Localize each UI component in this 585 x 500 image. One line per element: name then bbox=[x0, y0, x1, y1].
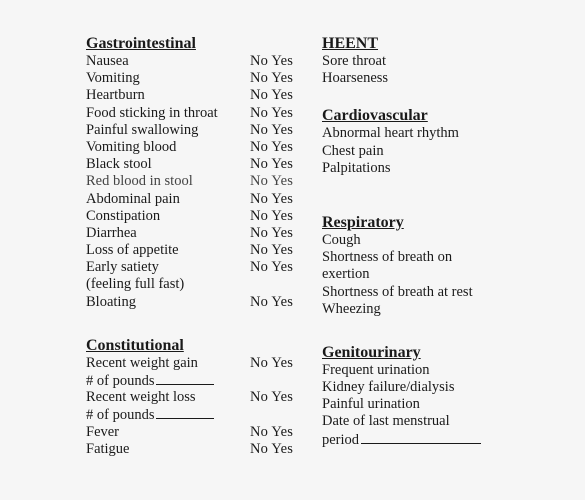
no-yes-options[interactable]: No Yes bbox=[250, 173, 294, 190]
symptom-row bbox=[86, 294, 316, 311]
no-yes-options[interactable]: No Yes bbox=[250, 138, 294, 155]
symptom-label: Loss of appetite bbox=[86, 242, 179, 259]
symptom-row bbox=[86, 87, 316, 104]
section-spacer bbox=[322, 318, 572, 344]
cardiovascular-heading: Cardiovascular bbox=[322, 107, 428, 125]
symptom-row bbox=[86, 139, 316, 156]
symptom-row bbox=[86, 242, 316, 259]
no-yes-options[interactable]: No Yes bbox=[250, 156, 294, 173]
symptom-row bbox=[322, 143, 572, 160]
no-yes-options[interactable]: No Yes bbox=[250, 293, 294, 310]
left-column bbox=[86, 35, 316, 458]
pounds-row bbox=[86, 372, 316, 389]
symptom-row bbox=[86, 259, 316, 276]
symptom-row bbox=[322, 249, 572, 266]
symptom-label: Frequent urination bbox=[322, 361, 430, 378]
pounds-blank-line[interactable] bbox=[156, 406, 214, 419]
no-yes-options[interactable]: No Yes bbox=[250, 190, 294, 207]
pounds-label: # of pounds bbox=[86, 373, 155, 389]
symptom-row bbox=[86, 389, 316, 406]
symptom-label: Fatigue bbox=[86, 440, 130, 457]
symptom-row bbox=[322, 232, 572, 249]
symptom-label: Shortness of breath on bbox=[322, 249, 453, 266]
symptom-label: Bloating bbox=[86, 293, 136, 310]
pounds-label: # of pounds bbox=[86, 407, 155, 424]
no-yes-options[interactable]: No Yes bbox=[250, 121, 294, 138]
symptom-label: Painful swallowing bbox=[86, 121, 199, 138]
heent-heading: HEENT bbox=[322, 35, 379, 52]
symptom-row-continuation bbox=[322, 266, 572, 283]
symptom-label: Cough bbox=[322, 231, 361, 248]
no-yes-options[interactable]: No Yes bbox=[250, 207, 294, 224]
no-yes-options[interactable]: No Yes bbox=[250, 87, 294, 104]
symptom-label: Black stool bbox=[86, 156, 152, 173]
no-yes-options[interactable]: No Yes bbox=[250, 259, 294, 276]
no-yes-options[interactable]: No Yes bbox=[250, 389, 294, 406]
symptom-row bbox=[86, 70, 316, 87]
symptom-label: Nausea bbox=[86, 53, 129, 69]
no-yes-options[interactable]: No Yes bbox=[250, 104, 294, 121]
symptom-row bbox=[322, 379, 572, 396]
symptom-row bbox=[86, 441, 316, 458]
constitutional-heading: Constitutional bbox=[86, 336, 184, 354]
symptom-label: Shortness of breath at rest bbox=[322, 283, 473, 300]
symptom-row bbox=[86, 355, 316, 372]
symptom-label: Fever bbox=[86, 423, 120, 440]
symptom-row bbox=[86, 122, 316, 139]
symptom-row bbox=[322, 362, 572, 379]
symptom-label: Heartburn bbox=[86, 87, 145, 104]
symptom-row bbox=[322, 53, 572, 70]
symptom-row-continuation bbox=[86, 276, 316, 293]
symptom-label: Wheezing bbox=[322, 300, 381, 317]
symptom-label: Food sticking in throat bbox=[86, 104, 218, 121]
symptom-label: Palpitations bbox=[322, 159, 391, 176]
symptom-label: Painful urination bbox=[322, 396, 420, 413]
symptom-label: Abdominal pain bbox=[86, 190, 180, 207]
symptom-label: Hoarseness bbox=[322, 70, 389, 87]
symptom-label: Recent weight gain bbox=[86, 354, 198, 371]
section-spacer bbox=[86, 311, 316, 337]
symptom-row bbox=[86, 105, 316, 122]
symptom-row bbox=[322, 160, 572, 177]
symptom-row bbox=[86, 191, 316, 208]
symptom-row bbox=[86, 424, 316, 441]
pounds-row bbox=[86, 406, 316, 423]
symptom-row bbox=[86, 53, 316, 70]
symptom-label: Recent weight loss bbox=[86, 389, 196, 406]
section-spacer bbox=[322, 177, 572, 214]
right-column bbox=[322, 35, 572, 448]
no-yes-options[interactable]: No Yes bbox=[250, 70, 294, 87]
no-yes-options[interactable]: No Yes bbox=[250, 224, 294, 241]
symptom-label: Early satiety bbox=[86, 259, 159, 276]
symptom-label: Abnormal heart rhythm bbox=[322, 125, 459, 142]
pounds-blank-line[interactable] bbox=[156, 372, 214, 385]
menstrual-date-blank-line[interactable] bbox=[361, 431, 481, 444]
symptom-label: Kidney failure/dialysis bbox=[322, 379, 455, 396]
period-row bbox=[322, 431, 572, 448]
no-yes-options[interactable]: No Yes bbox=[250, 53, 294, 69]
symptom-label: exertion bbox=[322, 266, 370, 283]
symptom-label: period bbox=[322, 431, 360, 448]
respiratory-heading: Respiratory bbox=[322, 213, 404, 231]
symptom-row bbox=[86, 225, 316, 242]
symptom-label: (feeling full fast) bbox=[86, 276, 185, 293]
symptom-row bbox=[322, 125, 572, 142]
symptom-label: Red blood in stool bbox=[86, 173, 193, 190]
symptom-label: Vomiting bbox=[86, 70, 140, 87]
symptom-label: Vomiting blood bbox=[86, 138, 177, 155]
no-yes-options[interactable]: No Yes bbox=[250, 423, 294, 440]
symptom-row bbox=[322, 284, 572, 301]
symptom-row bbox=[86, 173, 316, 190]
no-yes-options[interactable]: No Yes bbox=[250, 440, 294, 457]
symptom-row bbox=[322, 413, 572, 430]
no-yes-options[interactable]: No Yes bbox=[250, 354, 294, 371]
symptom-label: Chest pain bbox=[322, 142, 384, 159]
symptom-row bbox=[322, 301, 572, 318]
section-spacer bbox=[322, 87, 572, 107]
no-yes-options[interactable]: No Yes bbox=[250, 242, 294, 259]
symptom-label: Date of last menstrual bbox=[322, 413, 450, 430]
gastrointestinal-heading: Gastrointestinal bbox=[86, 35, 196, 52]
symptom-row bbox=[86, 208, 316, 225]
symptom-label: Diarrhea bbox=[86, 224, 137, 241]
symptom-label: Sore throat bbox=[322, 53, 387, 69]
symptom-row bbox=[322, 70, 572, 87]
symptom-row bbox=[86, 156, 316, 173]
symptom-row bbox=[322, 396, 572, 413]
genitourinary-heading: Genitourinary bbox=[322, 343, 421, 361]
symptom-label: Constipation bbox=[86, 207, 161, 224]
